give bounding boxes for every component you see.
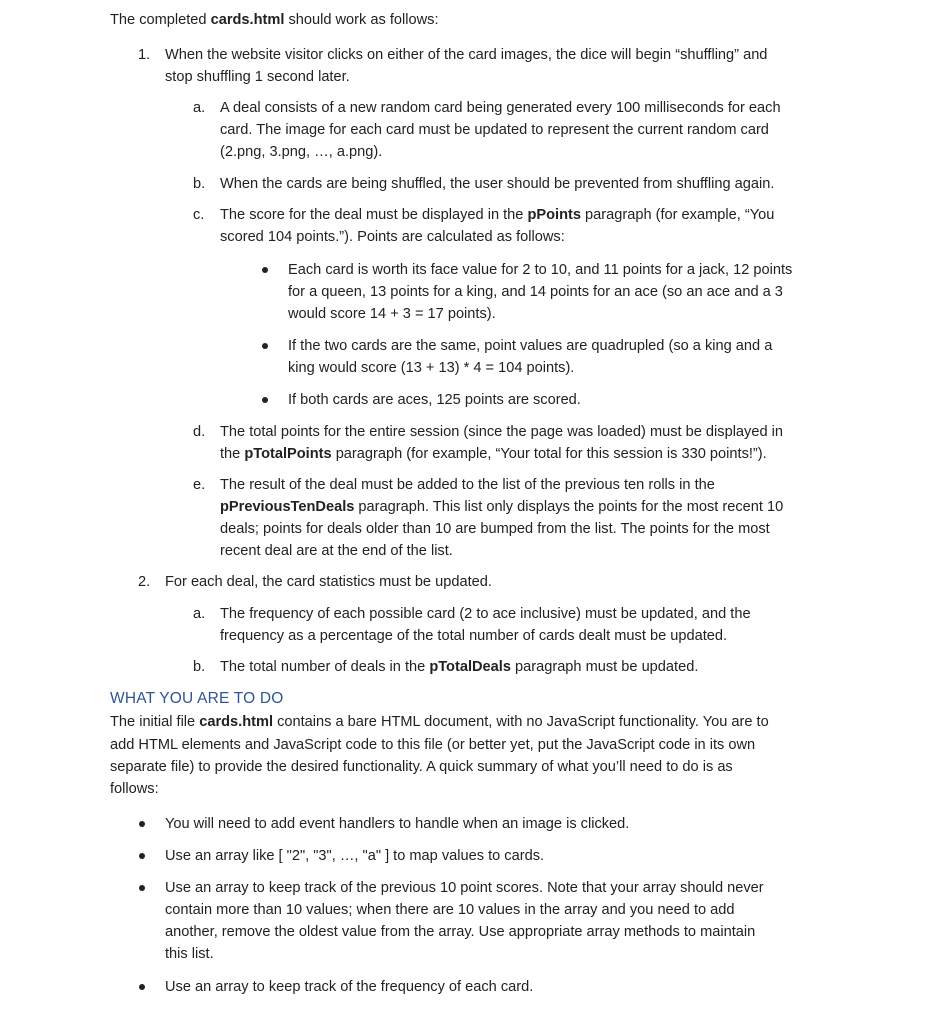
points-rule-1-line-3: would score 14 + 3 = 17 points). (288, 306, 496, 322)
points-rule-1-line-2: for a queen, 13 points for a king, and 14 points for an ace (so an ace and a 3 (288, 284, 783, 300)
item-1e-paragraph-id: pPreviousTenDeals (220, 499, 355, 515)
bullet-dot (139, 885, 145, 891)
item-1-number: 1. (138, 47, 151, 63)
item-1d-letter: d. (193, 424, 206, 440)
item-2a-letter: a. (193, 606, 206, 622)
section-filename: cards.html (199, 714, 274, 730)
item-2b-letter: b. (193, 659, 206, 675)
intro-text-pre: The completed (110, 12, 211, 28)
bullet-dot (139, 984, 145, 990)
item-1e-text-post: paragraph. This list only displays the points for the most recent 10 (354, 499, 784, 515)
bullet-dot (139, 821, 145, 827)
item-1d-paragraph-id: pTotalPoints (244, 446, 332, 462)
section-heading: WHAT YOU ARE TO DO (110, 690, 284, 707)
item-1-line-2: stop shuffling 1 second later. (165, 69, 350, 85)
bullet-dot (139, 853, 145, 859)
item-1a-line-2: card. The image for each card must be updated to represent the current random card (220, 122, 769, 138)
points-rule-1-line-1: Each card is worth its face value for 2 to 10, and 11 points for a jack, 12 points (288, 262, 793, 278)
todo-2-line-1: Use an array like [ "2", "3", …, "a" ] to map values to cards. (165, 848, 545, 864)
todo-3-line-1: Use an array to keep track of the previous 10 point scores. Note that your array should never (165, 880, 764, 896)
todo-3-line-4: this list. (165, 946, 214, 962)
item-1e-line-2 (220, 497, 783, 517)
todo-3-line-2: contain more than 10 values; when there are 10 values in the array and you need to add (165, 902, 735, 918)
todo-3-line-3: another, remove the oldest value from the array. Use appropriate array methods to maintain (165, 924, 756, 940)
item-1b-line-1: When the cards are being shuffled, the user should be prevented from shuffling again. (220, 176, 775, 192)
item-1c-letter: c. (193, 207, 205, 223)
item-1d-text-post: paragraph (for example, “Your total for this session is 330 points!”). (331, 446, 767, 462)
item-1d-text-pre: the (220, 446, 245, 462)
item-1d-line-2 (220, 444, 767, 464)
item-1d-line-1: The total points for the entire session (since the page was loaded) must be displayed in (220, 424, 783, 440)
points-rule-2-line-2: king would score (13 + 13) * 4 = 104 points). (288, 360, 575, 376)
item-2-line-1: For each deal, the card statistics must be updated. (165, 574, 492, 590)
item-1-line-1: When the website visitor clicks on either of the card images, the dice will begin “shuffling” and (165, 47, 768, 63)
intro-paragraph (110, 10, 439, 30)
intro-text-post: should work as follows: (284, 12, 439, 28)
item-2-number: 2. (138, 574, 151, 590)
item-2a-line-1: The frequency of each possible card (2 to ace inclusive) must be updated, and the (220, 606, 751, 622)
todo-1-line-1: You will need to add event handlers to handle when an image is clicked. (165, 816, 630, 832)
item-1e-letter: e. (193, 477, 206, 493)
item-1e-line-4: recent deal are at the end of the list. (220, 543, 453, 559)
item-1c-text-post: paragraph (for example, “You (580, 207, 775, 223)
item-1b-letter: b. (193, 176, 206, 192)
item-1a-line-1: A deal consists of a new random card being generated every 100 milliseconds for each (220, 100, 781, 116)
item-2a-line-2: frequency as a percentage of the total number of cards dealt must be updated. (220, 628, 728, 644)
item-1e-line-1: The result of the deal must be added to the list of the previous ten rolls in the (220, 477, 715, 493)
section-text-pre: The initial file (110, 714, 200, 730)
intro-filename: cards.html (210, 12, 285, 28)
item-1c-line-1 (220, 205, 774, 225)
item-2b-line-1 (220, 657, 698, 677)
item-1c-text-pre: The score for the deal must be displayed in the (220, 207, 528, 223)
points-rule-3-line-1: If both cards are aces, 125 points are scored. (288, 392, 581, 408)
todo-4-line-1: Use an array to keep track of the frequency of each card. (165, 979, 534, 995)
item-1c-paragraph-id: pPoints (527, 207, 581, 223)
item-1c-line-2: scored 104 points.”). Points are calculated as follows: (220, 229, 565, 245)
item-2b-paragraph-id: pTotalDeals (429, 659, 511, 675)
section-paragraph-line-1 (110, 712, 769, 732)
item-1a-letter: a. (193, 100, 206, 116)
section-paragraph-line-3: separate file) to provide the desired functionality. A quick summary of what you’ll need to do is as (110, 759, 733, 775)
item-2b-text-post: paragraph must be updated. (510, 659, 699, 675)
section-text-post: contains a bare HTML document, with no JavaScript functionality. You are to (273, 714, 769, 730)
item-2b-text-pre: The total number of deals in the (220, 659, 430, 675)
points-rule-2-line-1: If the two cards are the same, point values are quadrupled (so a king and a (288, 338, 773, 354)
bullet-dot (262, 343, 268, 349)
section-paragraph-line-2: add HTML elements and JavaScript code to this file (or better yet, put the JavaScript code in its own (110, 737, 756, 753)
item-1a-line-3: (2.png, 3.png, …, a.png). (220, 144, 383, 160)
bullet-dot (262, 267, 268, 273)
section-paragraph-line-4: follows: (110, 781, 159, 797)
bullet-dot (262, 397, 268, 403)
item-1e-line-3: deals; points for deals older than 10 are bumped from the list. The points for the most (220, 521, 770, 537)
